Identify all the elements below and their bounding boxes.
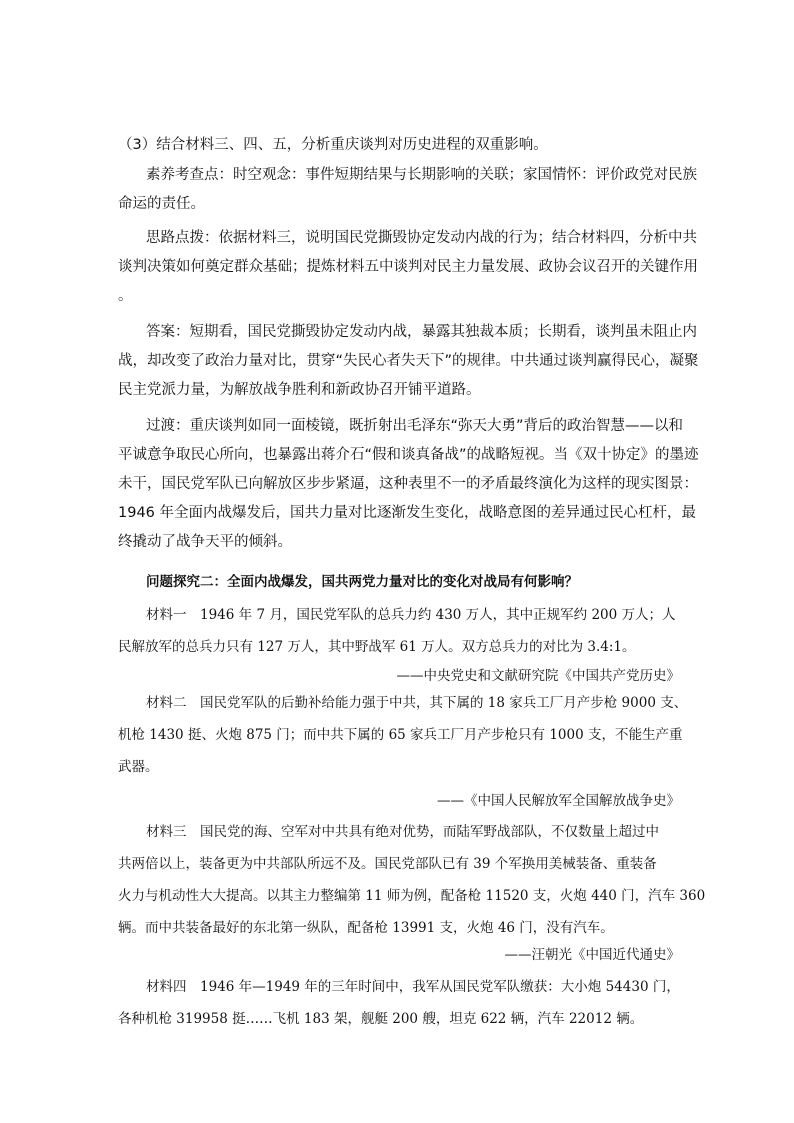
material-2-line: 武器。 [118, 759, 159, 775]
hint-line: 谈判决策如何奠定群众基础；提炼材料五中谈判对民主力量发展、政协会议召开的关键作用 [118, 259, 698, 275]
literacy-points [118, 161, 697, 219]
transition-line: 未干，国民党军队已向解放区步步紧逼，这种表里不一的矛盾最终演化为这样的现实图景： [118, 476, 698, 492]
material-4-line: 材料四 1946 年—1949 年的三年时间中，我军从国民党军队缴获：大小炮 54430 门， [146, 979, 680, 995]
literacy-line: 素养考查点：时空观念：事件短期结果与长期影响的关联；家国情怀：评价政党对民族 [146, 167, 697, 183]
transition-line: 平诚意争取民心所向，也暴露出蒋介石“假和谈真备战”的战略短视。当《双十协定》的墨迹 [118, 447, 699, 463]
answer-line: 战，却改变了政治力量对比，贯穿“失民心者失天下”的规律。中共通过谈判赢得民心，凝聚 [118, 353, 699, 369]
material-3-line: 共两倍以上，装备更为中共部队所远不及。国民党部队已有 39 个军换用美械装备、重装备 [118, 856, 657, 872]
inquiry-2-line: 问题探究二：全面内战爆发，国共两党力量对比的变化对战局有何影响？ [146, 574, 578, 590]
material-2-line: 机枪 1430 挺、火炮 875 门；而中共下属的 65 家兵工厂月产步枪只有 1000 支，不能生产重 [118, 727, 683, 743]
material-3-line: 辆。而中共装备最好的东北第一纵队，配备枪 13991 支，火炮 46 门，没有汽车。 [118, 920, 614, 936]
inquiry-2-heading [118, 568, 678, 597]
transition [118, 412, 699, 557]
material-1-line: 民解放军的总兵力只有 127 万人，其中野战军 61 万人。双方总兵力的对比为 3.4:1。 [118, 639, 636, 655]
material-4 [118, 971, 678, 1035]
material-2-line: 材料二 国民党军队的后勤补给能力强于中共，其下属的 18 家兵工厂月产步枪 9000 支、 [146, 695, 688, 711]
answer-line: 民主党派力量，为解放战争胜利和新政协召开铺平道路。 [118, 382, 481, 398]
hint-line: 。 [118, 288, 133, 304]
material-2-source: ——《中国人民解放军全国解放战争史》 [437, 793, 680, 809]
question-3 [118, 131, 678, 160]
material-2 [118, 687, 688, 783]
material-4-line: 各种机枪 319958 挺……飞机 183 架，舰艇 200 艘，坦克 622 辆，汽车 22012 辆。 [118, 1011, 644, 1027]
thinking-hint [118, 224, 698, 311]
material-1-source: ——中央党史和文献研究院《中国共产党历史》 [396, 668, 680, 684]
transition-line: 过渡：重庆谈判如同一面棱镜，既折射出毛泽东“弥天大勇”背后的政治智慧——以和 [146, 418, 684, 434]
material-3-line: 火力与机动性大大提高。以其主力整编第 11 师为例，配备枪 11520 支，火炮 440 门，汽车 360 [118, 888, 706, 904]
literacy-line: 命运的责任。 [118, 196, 205, 212]
answer [118, 318, 699, 405]
hint-line: 思路点拨：依据材料三，说明国民党撕毁协定发动内战的行为；结合材料四，分析中共 [146, 230, 697, 246]
material-3 [118, 816, 706, 944]
question-3-line: （3）结合材料三、四、五，分析重庆谈判对历史进程的双重影响。 [118, 137, 548, 153]
material-3-source: ——汪朝光《中国近代通史》 [504, 947, 680, 963]
answer-line: 答案：短期看，国民党撕毁协定发动内战，暴露其独裁本质；长期看，谈判虽未阻止内 [146, 324, 697, 340]
material-3-line: 材料三 国民党的海、空军对中共具有绝对优势，而陆军野战部队，不仅数量上超过中 [146, 824, 659, 840]
transition-line: 终撬动了战争天平的倾斜。 [118, 534, 292, 550]
material-1 [118, 599, 678, 663]
material-1-line: 材料一 1946 年 7 月，国民党军队的总兵力约 430 万人，其中正规军约 200 万人；人 [146, 607, 676, 623]
transition-line: 1946 年全面内战爆发后，国共力量对比逐渐发生变化，战略意图的差异通过民心杠杆，最 [118, 505, 697, 521]
